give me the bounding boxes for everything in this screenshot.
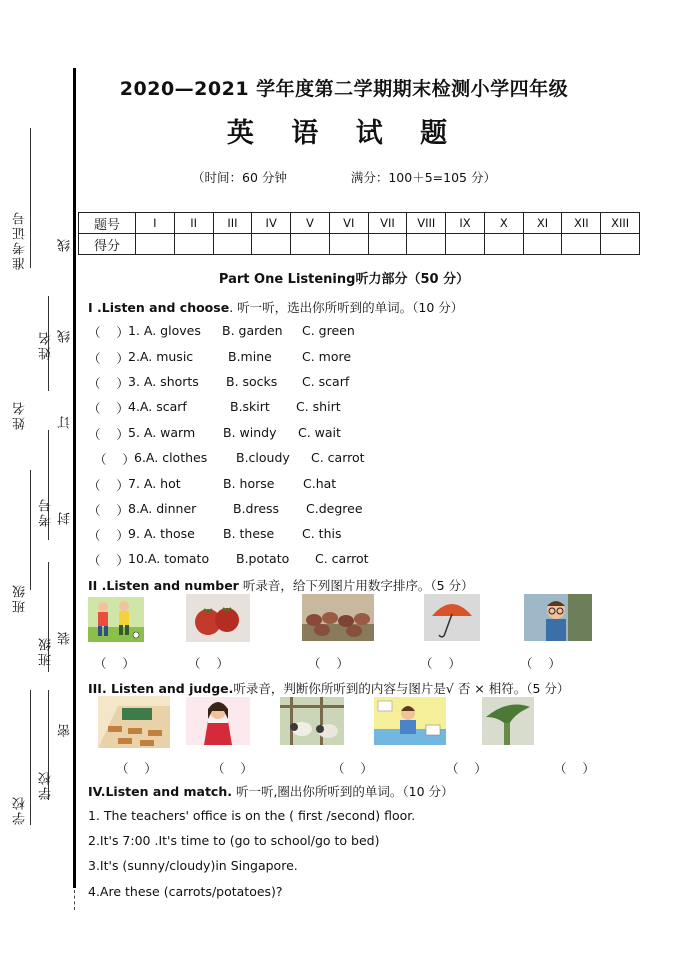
option-b: B. these <box>223 526 275 541</box>
option-b: B.potato <box>236 551 290 566</box>
score-cell[interactable] <box>562 234 601 255</box>
margin-underline-4 <box>30 470 31 590</box>
option-c: C. wait <box>298 425 341 440</box>
answer-blank[interactable]: （ ） <box>88 401 129 416</box>
option-b: B.skirt <box>230 399 270 414</box>
picture-boy-bedroom <box>374 697 446 745</box>
answer-blank[interactable]: （ ） <box>88 503 129 518</box>
section4-line: 1. The teachers' office is on the ( first /second) floor. <box>88 808 416 823</box>
numeral-cell: IV <box>252 213 291 234</box>
section2-heading-rest: 听录音，给下列图片用数字排序。（5 分） <box>238 578 474 593</box>
option-c: C. scarf <box>302 374 350 389</box>
judge-blank[interactable]: （ ） <box>332 761 373 776</box>
option-a: 6.A. clothes <box>134 450 208 465</box>
numeral-cell: XIII <box>601 213 640 234</box>
score-cell[interactable] <box>446 234 485 255</box>
option-b: B. horse <box>223 476 275 491</box>
number-blank[interactable]: （ ） <box>308 656 349 671</box>
subject-title: 英 语 试 题 <box>226 118 462 149</box>
margin-kaohao: 考号 <box>39 497 54 527</box>
margin-underline-7 <box>30 690 31 825</box>
section3-heading-rest: 听录音，判断你所听到的内容与图片是√ 否 × 相符。（5 分） <box>233 681 570 696</box>
option-c: C. this <box>302 526 342 541</box>
margin-mi: 密 <box>58 722 73 737</box>
option-b: B.dress <box>233 501 280 516</box>
option-a: 1. A. gloves <box>128 323 201 338</box>
option-b: B. socks <box>226 374 278 389</box>
margin-feng: 封 <box>58 510 73 525</box>
option-c: C.hat <box>303 476 337 491</box>
answer-blank[interactable]: （ ） <box>88 376 129 391</box>
option-c: C. more <box>302 349 352 364</box>
section1-heading-bold: I .Listen and choose <box>88 300 230 315</box>
judge-blank[interactable]: （ ） <box>212 761 253 776</box>
picture-sheep-flock <box>302 594 374 641</box>
numeral-cell: XI <box>523 213 562 234</box>
score-cell[interactable] <box>523 234 562 255</box>
answer-blank[interactable]: （ ） <box>88 351 129 366</box>
score-cell[interactable] <box>174 234 213 255</box>
score-table-label-no: 题号 <box>79 213 136 234</box>
number-blank[interactable]: （ ） <box>520 656 561 671</box>
option-a: 4.A. scarf <box>128 399 187 414</box>
numeral-cell: I <box>136 213 175 234</box>
option-a: 3. A. shorts <box>128 374 199 389</box>
exam-meta <box>0 168 688 186</box>
judge-blank[interactable]: （ ） <box>554 761 595 776</box>
binding-dotted-line <box>74 890 75 910</box>
margin-name-left: 姓名 <box>13 400 28 430</box>
section1-heading-rest: . 听一听，选出你所听到的单词。（10 分） <box>229 300 464 315</box>
margin-line2: 线 <box>58 328 73 343</box>
numeral-cell: III <box>213 213 252 234</box>
number-blank[interactable]: （ ） <box>188 656 229 671</box>
exam-title: 2020—2021 学年度第二学期期末检测小学四年级 <box>119 78 569 100</box>
score-table-score-row <box>79 234 640 255</box>
option-c: C.degree <box>306 501 363 516</box>
score-cell[interactable] <box>368 234 407 255</box>
option-c: C. green <box>302 323 355 338</box>
section4-heading <box>88 782 454 800</box>
answer-blank[interactable]: （ ） <box>88 528 129 543</box>
exam-time: （时间：60 分钟 <box>192 170 287 185</box>
number-blank[interactable]: （ ） <box>94 656 135 671</box>
option-a: 8.A. dinner <box>128 501 197 516</box>
margin-name-top: 姓名 <box>39 330 54 360</box>
part-one-heading: Part One Listening听力部分（50 分） <box>218 272 470 287</box>
picture-classroom <box>98 696 170 748</box>
section2-heading-bold: II .Listen and number <box>88 578 239 593</box>
option-a: 2.A. music <box>128 349 194 364</box>
margin-exam-no: 准考证号 <box>13 210 28 270</box>
option-b: B.cloudy <box>236 450 290 465</box>
section3-heading <box>88 679 569 697</box>
score-cell[interactable] <box>407 234 446 255</box>
score-table-label-score: 得分 <box>79 234 136 255</box>
numeral-cell: IX <box>446 213 485 234</box>
section2-heading <box>88 576 474 594</box>
score-cell[interactable] <box>213 234 252 255</box>
section4-heading-rest: 听一听,圈出你所听到的单词。（10 分） <box>231 784 454 799</box>
judge-blank[interactable]: （ ） <box>446 761 487 776</box>
section4-heading-bold: IV.Listen and match. <box>88 784 232 799</box>
binding-line <box>73 68 76 888</box>
numeral-cell: II <box>174 213 213 234</box>
margin-class-left: 班级 <box>13 583 28 613</box>
margin-school2: 学校 <box>39 770 54 800</box>
answer-blank[interactable]: （ ） <box>88 553 129 568</box>
answer-blank[interactable]: （ ） <box>94 452 135 467</box>
score-cell[interactable] <box>601 234 640 255</box>
section4-line: 3.It's (sunny/cloudy)in Singapore. <box>88 858 298 873</box>
section4-line: 4.Are these (carrots/potatoes)? <box>88 884 283 899</box>
answer-blank[interactable]: （ ） <box>88 325 129 340</box>
score-cell[interactable] <box>484 234 523 255</box>
section3-heading-bold: III. Listen and judge. <box>88 681 234 696</box>
picture-sheep-field <box>280 697 344 745</box>
numeral-cell: V <box>291 213 330 234</box>
numeral-cell: VI <box>329 213 368 234</box>
option-b: B. garden <box>222 323 283 338</box>
picture-plant-leaves <box>482 697 534 745</box>
option-a: 9. A. those <box>128 526 195 541</box>
answer-blank[interactable]: （ ） <box>88 478 129 493</box>
option-a: 10.A. tomato <box>128 551 210 566</box>
numeral-cell: XII <box>562 213 601 234</box>
option-a: 5. A. warm <box>128 425 196 440</box>
option-b: B.mine <box>228 349 272 364</box>
number-blank[interactable]: （ ） <box>420 656 461 671</box>
picture-girl-red-coat <box>186 697 250 745</box>
option-b: B. windy <box>223 425 277 440</box>
section1-heading <box>88 298 463 316</box>
numeral-cell: VII <box>368 213 407 234</box>
numeral-cell: X <box>484 213 523 234</box>
margin-line1: 线 <box>58 237 73 252</box>
picture-umbrella <box>424 594 480 641</box>
option-c: C. shirt <box>296 399 341 414</box>
judge-blank[interactable]: （ ） <box>116 761 157 776</box>
score-table-header-row <box>79 213 640 234</box>
margin-ding: 订 <box>58 414 73 429</box>
option-a: 7. A. hot <box>128 476 181 491</box>
score-cell[interactable] <box>252 234 291 255</box>
score-table <box>78 212 640 255</box>
option-c: C. carrot <box>311 450 365 465</box>
score-cell[interactable] <box>136 234 175 255</box>
margin-school-left: 学校 <box>13 795 28 825</box>
picture-boy-glasses <box>524 594 592 641</box>
section4-line: 2.It's 7:00 .It's time to (go to school/go to bed) <box>88 833 380 848</box>
margin-zhuang: 装 <box>58 630 73 645</box>
numeral-cell: VIII <box>407 213 446 234</box>
answer-blank[interactable]: （ ） <box>88 427 129 442</box>
margin-class2: 班级 <box>39 636 54 666</box>
picture-children-running <box>88 597 144 642</box>
option-c: C. carrot <box>315 551 369 566</box>
picture-tomatoes <box>186 594 250 642</box>
score-cell[interactable] <box>291 234 330 255</box>
score-cell[interactable] <box>329 234 368 255</box>
exam-score: 满分：100＋5=105 分） <box>350 170 496 185</box>
